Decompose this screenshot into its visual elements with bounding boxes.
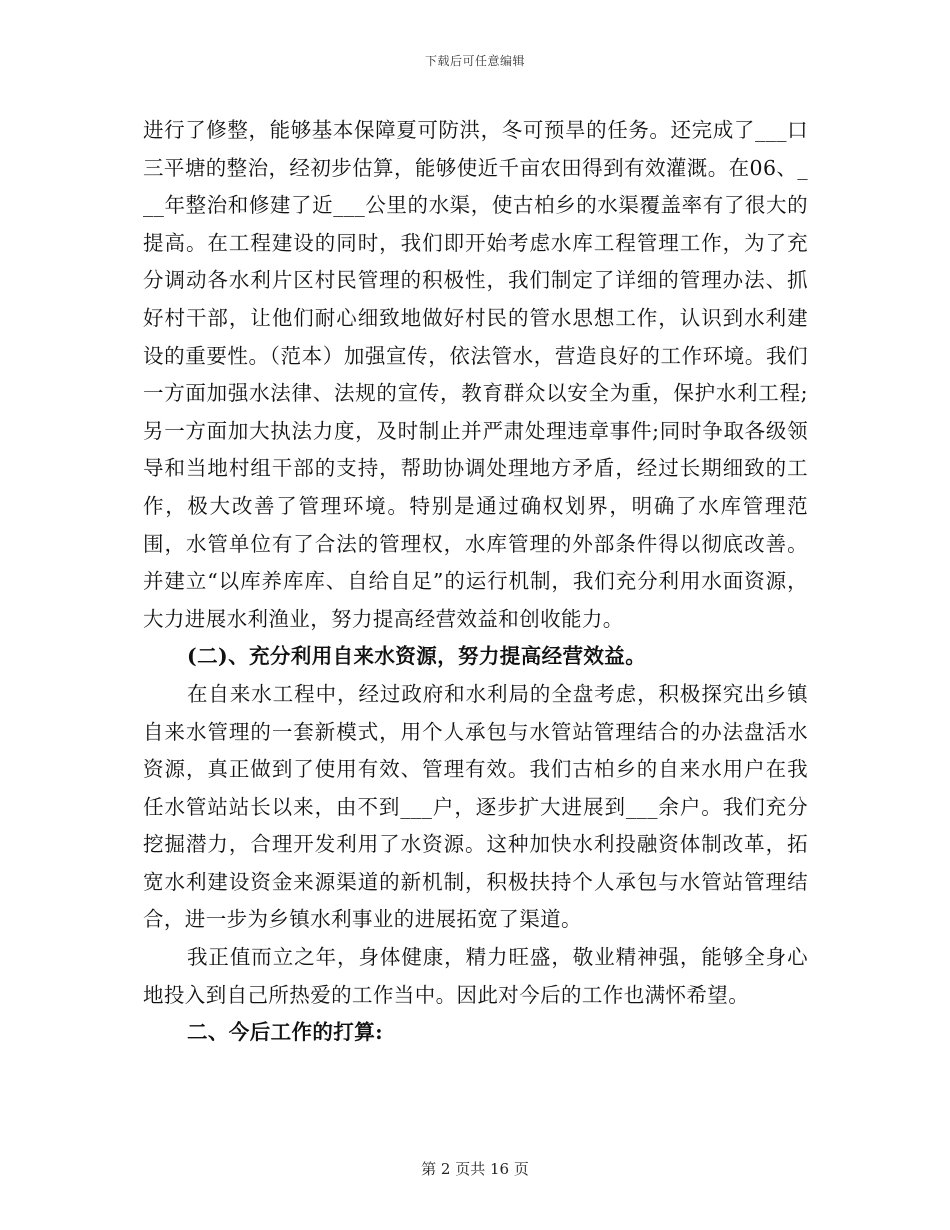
page-header: 下载后可任意编辑	[424, 54, 525, 68]
paragraph-tap-water: 在自来水工程中，经过政府和水利局的全盘考虑，积极探究出乡镇自来水管理的一套新模式，用个人承包与水管站管理结合的办法盘活水资源，真正做到了使用有效、管理有效。我们古柏乡的自来水用户在我任水管站站长以来，由不到___户，逐步扩大进展到___余户。我们充分挖掘潜力，合理开发利用了水资源。这种加快水利投融资体制改革，拓宽水利建设资金来源渠道的新机制，积极扶持个人承包与水管站管理结合，进一步为乡镇水利事业的进展拓宽了渠道。	[143, 681, 808, 932]
section-heading-future-plans: 二、今后工作的打算:	[187, 1020, 384, 1045]
section-heading-water-resources: (二)、充分利用自来水资源，努力提高经营效益。	[187, 644, 647, 669]
document-body	[143, 112, 808, 1052]
paragraph-personal-statement: 我正值而立之年，身体健康，精力旺盛，敬业精神强，能够全身心地投入到自己所热爱的工作当中。因此对今后的工作也满怀希望。	[143, 945, 808, 1007]
paragraph-reservoir-management: 进行了修整，能够基本保障夏可防洪，冬可预旱的任务。还完成了___口三平塘的整治，经初步估算，能够使近千亩农田得到有效灌溉。在06、___年整治和修建了近___公里的水渠，使古柏乡的水渠覆盖率有了很大的提高。在工程建设的同时，我们即开始考虑水库工程管理工作，为了充分调动各水利片区村民管理的积极性，我们制定了详细的管理办法、抓好村干部，让他们耐心细致地做好村民的管水思想工作，认识到水利建设的重要性。（范本）加强宣传，依法管水，营造良好的工作环境。我们一方面加强水法律、法规的宣传，教育群众以安全为重，保护水利工程;另一方面加大执法力度，及时制止并严肃处理违章事件;同时争取各级领导和当地村组干部的支持，帮助协调处理地方矛盾，经过长期细致的工作，极大改善了管理环境。特别是通过确权划界，明确了水库管理范围，水管单位有了合法的管理权，水库管理的外部条件得以彻底改善。并建立“以库养库库、自给自足”的运行机制，我们充分利用水面资源，大力进展水利渔业，努力提高经营效益和创收能力。	[143, 118, 808, 631]
page-footer: 第 2 页共 16 页	[421, 1160, 529, 1178]
